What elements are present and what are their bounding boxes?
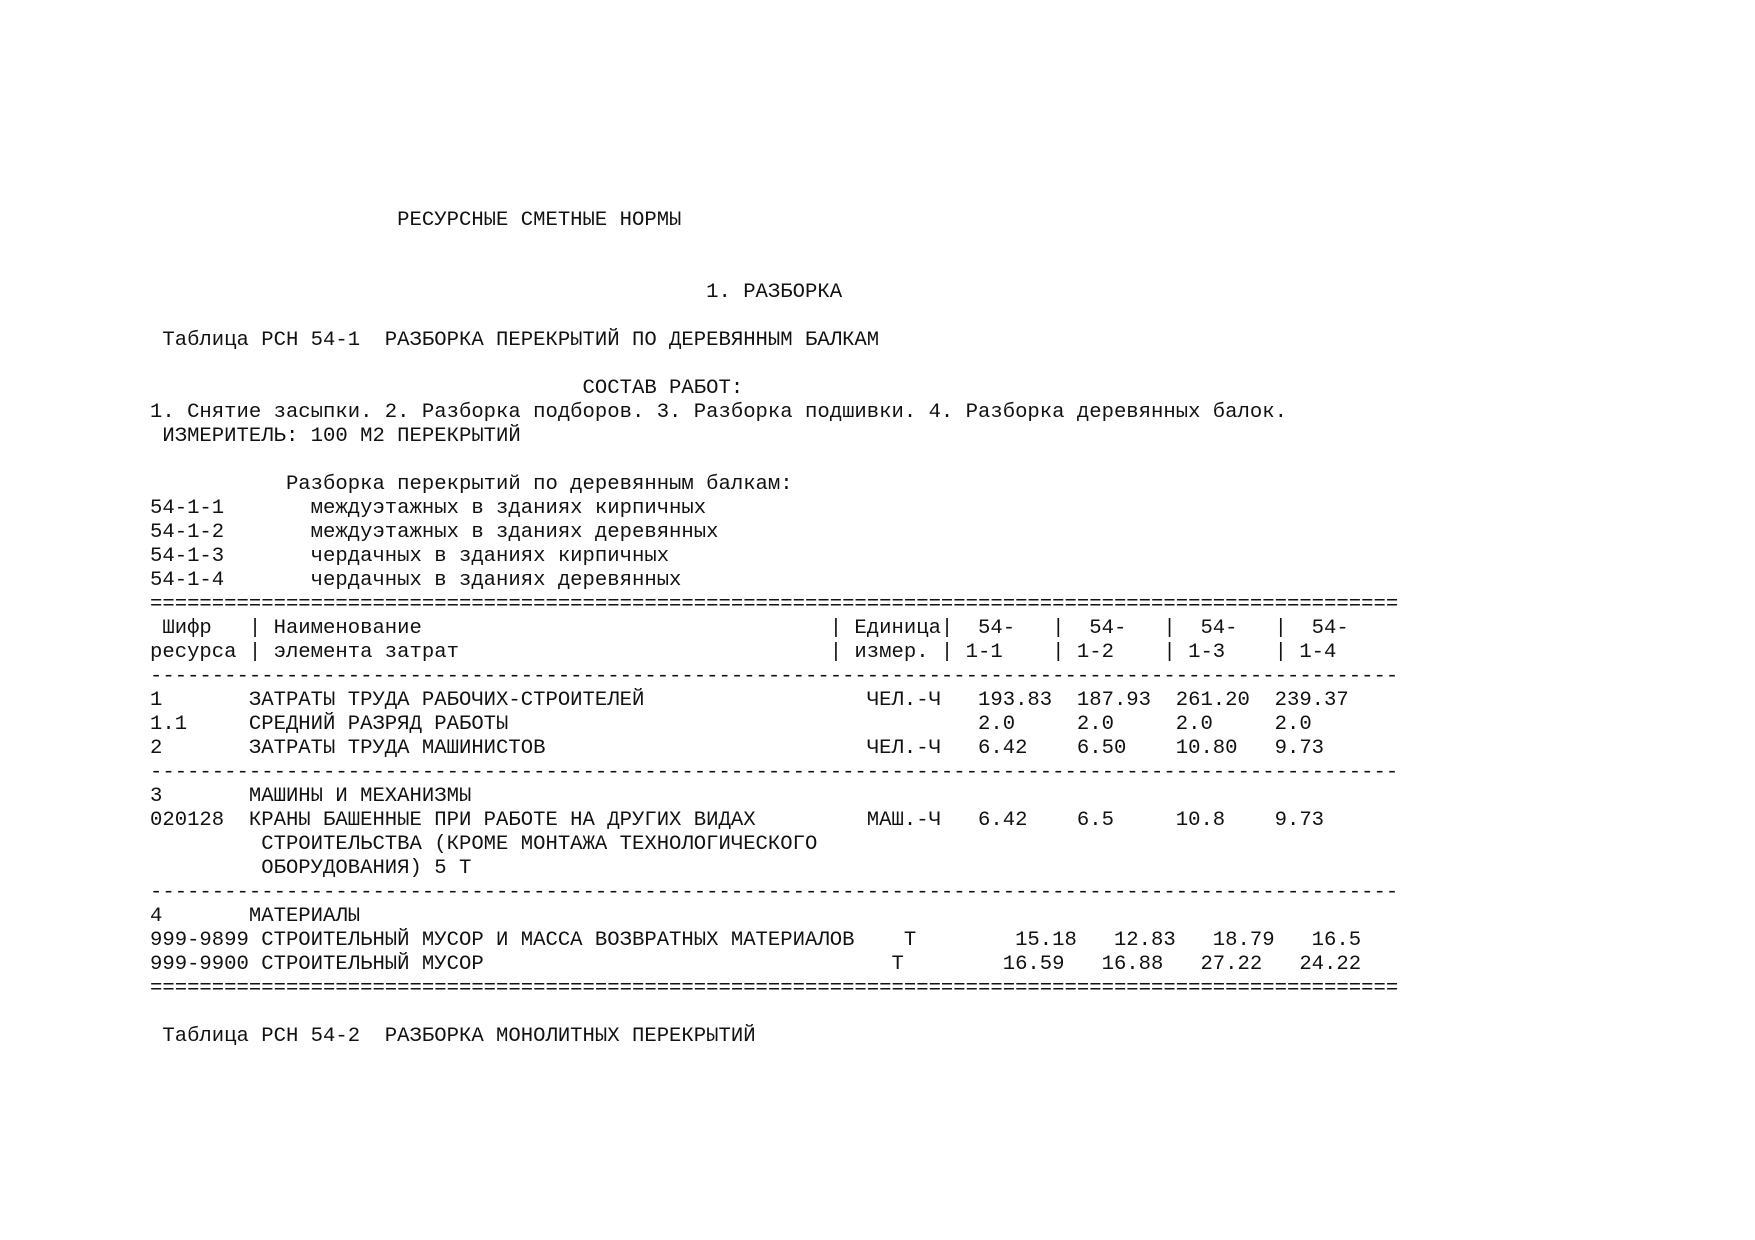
section-title: 1. РАЗБОРКА: [150, 281, 843, 304]
table-header-row: Шифр | Наименование | Единица| 54- | 54- | 54- | 54-: [150, 617, 1349, 640]
table-row: 1 ЗАТРАТЫ ТРУДА РАБОЧИХ-СТРОИТЕЛЕЙ ЧЕЛ.-Ч 193.83 187.93 261.20 239.37: [150, 689, 1349, 712]
table-bottom-double-rule: =====================================================================================================: [150, 977, 1399, 1000]
table-row: 3 МАШИНЫ И МЕХАНИЗМЫ: [150, 785, 472, 808]
table-row: СТРОИТЕЛЬСТВА (КРОМЕ МОНТАЖА ТЕХНОЛОГИЧЕСКОГО: [150, 833, 818, 856]
measure-unit: ИЗМЕРИТЕЛЬ: 100 М2 ПЕРЕКРЫТИЙ: [150, 425, 521, 448]
table-row: 999-9900 СТРОИТЕЛЬНЫЙ МУСОР Т 16.59 16.88 27.22 24.22: [150, 953, 1362, 976]
composition-heading: СОСТАВ РАБОТ:: [150, 377, 744, 400]
table-row: 4 МАТЕРИАЛЫ: [150, 905, 361, 928]
table-row: 2 ЗАТРАТЫ ТРУДА МАШИНИСТОВ ЧЕЛ.-Ч 6.42 6.50 10.80 9.73: [150, 737, 1325, 760]
norm-item: 54-1-2 междуэтажных в зданиях деревянных: [150, 521, 719, 544]
group-separator-rule: -----------------------------------------------------------------------------------------------------: [150, 881, 1399, 904]
table-row: 020128 КРАНЫ БАШЕННЫЕ ПРИ РАБОТЕ НА ДРУГИХ ВИДАХ МАШ.-Ч 6.42 6.5 10.8 9.73: [150, 809, 1325, 832]
norms-subtitle: Разборка перекрытий по деревянным балкам:: [150, 473, 793, 496]
table2-title: Таблица РСН 54-2 РАЗБОРКА МОНОЛИТНЫХ ПЕРЕКРЫТИЙ: [150, 1025, 756, 1048]
norm-item: 54-1-4 чердачных в зданиях деревянных: [150, 569, 682, 592]
table1-title: Таблица РСН 54-1 РАЗБОРКА ПЕРЕКРЫТИЙ ПО ДЕРЕВЯННЫМ БАЛКАМ: [150, 329, 880, 352]
table-header-row: ресурса | элемента затрат | измер. | 1-1 | 1-2 | 1-3 | 1-4: [150, 641, 1337, 664]
norm-item: 54-1-1 междуэтажных в зданиях кирпичных: [150, 497, 707, 520]
table-row: ОБОРУДОВАНИЯ) 5 Т: [150, 857, 472, 880]
norm-item: 54-1-3 чердачных в зданиях кирпичных: [150, 545, 670, 568]
group-separator-rule: -----------------------------------------------------------------------------------------------------: [150, 761, 1399, 784]
table-row: 1.1 СРЕДНИЙ РАЗРЯД РАБОТЫ 2.0 2.0 2.0 2.0: [150, 713, 1312, 736]
table-header-rule: -----------------------------------------------------------------------------------------------------: [150, 665, 1399, 688]
document-header: РЕСУРСНЫЕ СМЕТНЫЕ НОРМЫ: [150, 209, 682, 232]
table-row: 999-9899 СТРОИТЕЛЬНЫЙ МУСОР И МАССА ВОЗВРАТНЫХ МАТЕРИАЛОВ Т 15.18 12.83 18.79 16.5: [150, 929, 1362, 952]
composition-text: 1. Снятие засыпки. 2. Разборка подборов. 3. Разборка подшивки. 4. Разборка деревянных балок.: [150, 401, 1287, 424]
table-top-double-rule: =====================================================================================================: [150, 593, 1399, 616]
